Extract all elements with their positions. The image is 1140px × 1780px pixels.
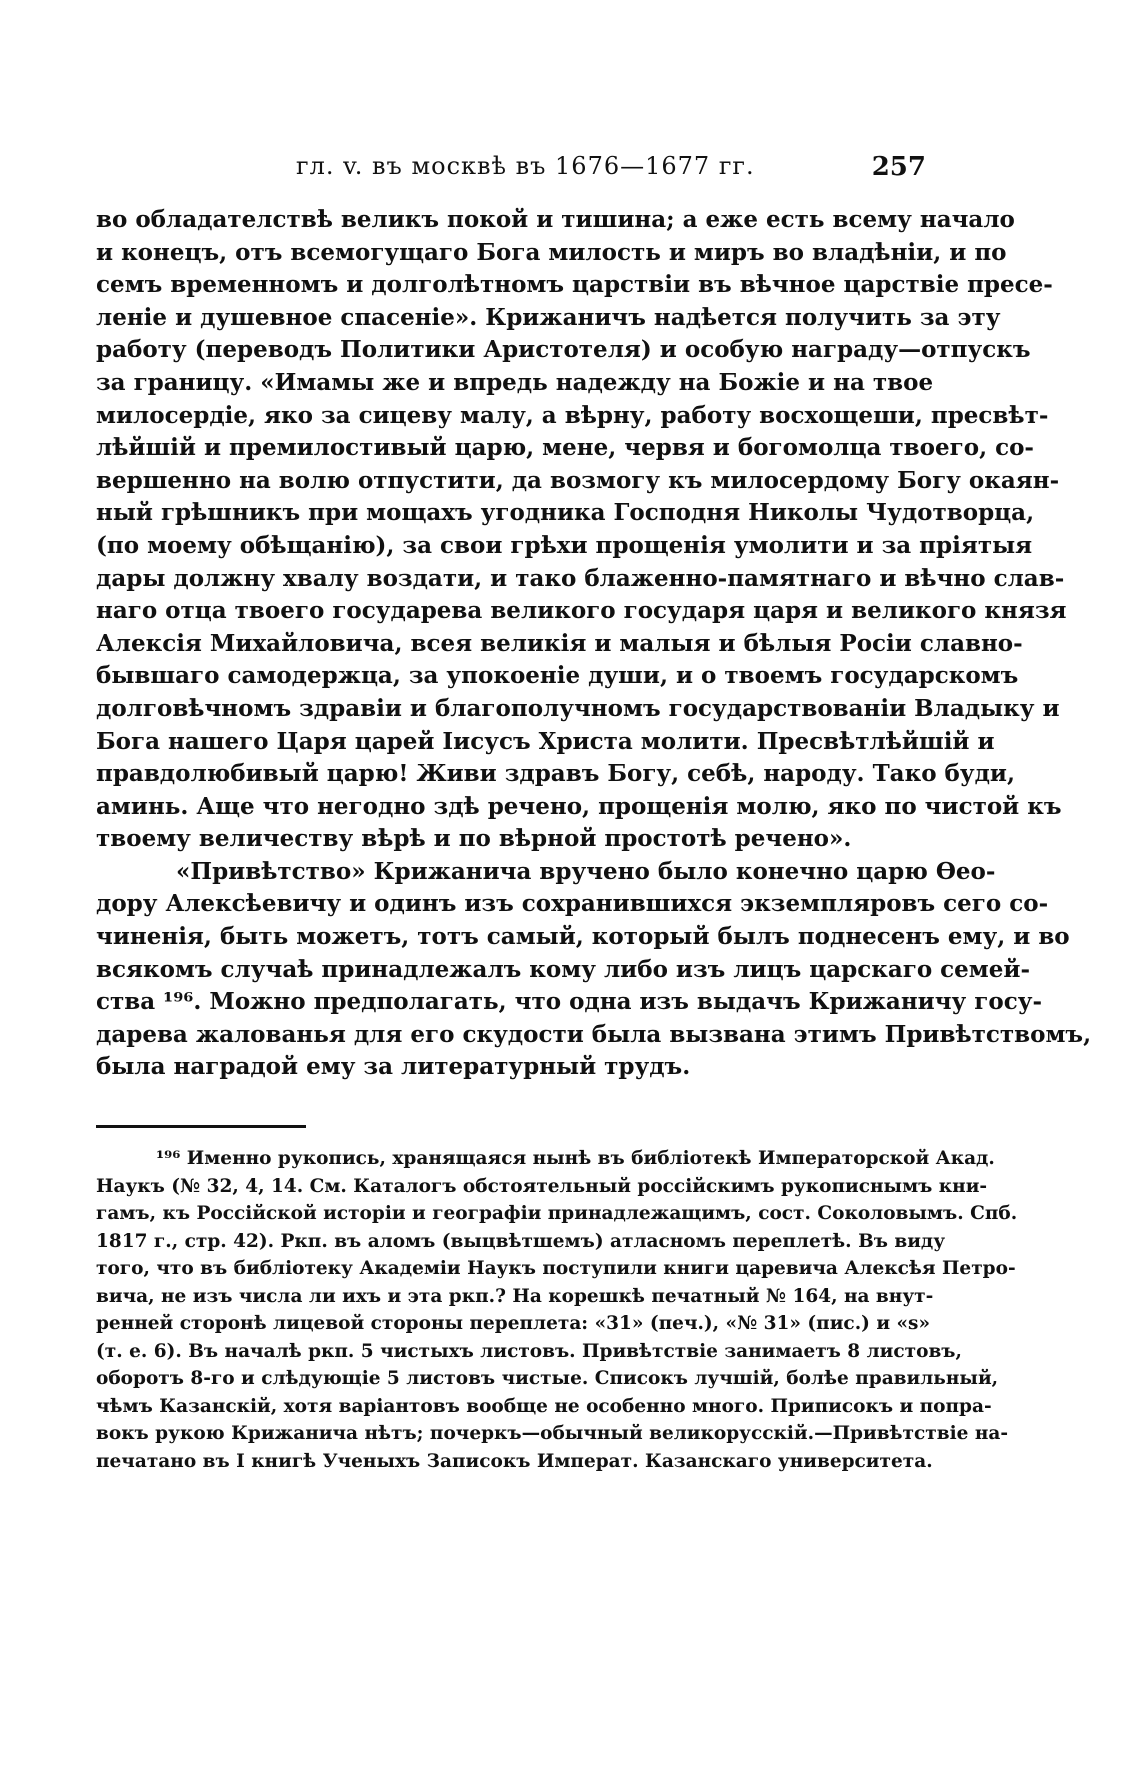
page-number: 257	[871, 152, 926, 182]
body-line: ства ¹⁹⁶. Можно предполагать, что одна изъ выдачъ Крижаничу госу-	[96, 988, 1042, 1016]
body-line: дары должну хвалу воздати, и тако блаженно-памятнаго и вѣчно слав-	[96, 564, 1065, 592]
footnote-line: чѣмъ Казанскій, хотя варіантовъ вообще не особенно много. Приписокъ и попра-	[96, 1395, 992, 1417]
body-line: работу (переводъ Политики Аристотеля) и особую награду—отпускъ	[96, 336, 1031, 364]
body-line: долговѣчномъ здравіи и благополучномъ государствованіи Владыку и	[96, 694, 1060, 722]
body-line: милосердіе, яко за сицеву малу, а вѣрну, работу восхощеши, пресвѣт-	[96, 401, 1049, 429]
body-line: леніе и душевное спасеніе». Крижаничъ надѣется получить за эту	[96, 303, 1001, 331]
body-line: дарева жалованья для его скудости была вызвана этимъ Привѣтствомъ,	[96, 1020, 1092, 1048]
body-line: Алексія Михайловича, всея великія и малыя и бѣлыя Росіи славно-	[96, 629, 1023, 657]
body-line: семъ временномъ и долголѣтномъ царствіи въ вѣчное царствіе пресе-	[96, 271, 1053, 299]
footnote-line: вокъ рукою Крижанича нѣтъ; почеркъ—обычный великорусскій.—Привѣтствіе на-	[96, 1423, 1009, 1444]
body-line: ный грѣшникъ при мощахъ угодника Господня Николы Чудотворца,	[96, 499, 1035, 527]
body-line: во обладателствѣ великъ покой и тишина; а еже есть всему начало	[96, 206, 1015, 233]
footnote-line: того, что въ библіотеку Академіи Наукъ поступили книги царевича Алексѣя Петро-	[96, 1258, 1016, 1279]
footnote-divider	[96, 1125, 306, 1128]
body-line: дору Алексѣевичу и одинъ изъ сохранившихся экземпляровъ сего со-	[96, 890, 1049, 918]
body-line: и конецъ, отъ всемогущаго Бога милость и миръ во владѣніи, и по	[96, 238, 1007, 266]
body-line: (по моему обѣщанію), за свои грѣхи прощенія умолити и за пріятыя	[96, 531, 1033, 559]
footnote-line: Наукъ (№ 32, 4, 14. См. Каталогъ обстоятельный россійскимъ рукописнымъ кни-	[96, 1175, 988, 1197]
footnote-line: ¹⁹⁶ Именно рукопись, хранящаяся нынѣ въ библіотекѣ Императорской Акад.	[156, 1148, 995, 1169]
body-text	[96, 204, 1092, 1084]
footnote-line: (т. е. 6). Въ началѣ ркп. 5 чистыхъ листовъ. Привѣтствіе занимаетъ 8 листовъ,	[96, 1340, 962, 1362]
body-line: аминь. Аще что негодно здѣ речено, прощенія молю, яко по чистой къ	[96, 792, 1062, 820]
body-line: твоему величеству вѣрѣ и по вѣрной простотѣ речено».	[96, 825, 852, 853]
running-head: гл. v. въ москвѣ въ 1676—1677 гг.	[296, 152, 755, 180]
footnote-line: гамъ, къ Россійской исторіи и географіи принадлежащимъ, сост. Соколовымъ. Спб.	[96, 1203, 1018, 1224]
body-line: лѣйшій и премилостивый царю, мене, червя и богомолца твоего, со-	[96, 434, 1034, 462]
footnote-line: 1817 г., стр. 42). Ркп. въ аломъ (выцвѣтшемъ) атласномъ переплетѣ. Въ виду	[96, 1230, 946, 1252]
page-header	[96, 152, 926, 192]
body-line: за границу. «Имамы же и впредь надежду на Божіе и на твое	[96, 368, 934, 396]
footnote-line: печатано въ I книгѣ Ученыхъ Записокъ Императ. Казанскаго университета.	[96, 1450, 933, 1472]
body-line: чиненія, быть можетъ, тотъ самый, который былъ поднесенъ ему, и во	[96, 923, 1070, 951]
body-line: вершенно на волю отпустити, да возмогу къ милосердому Богу окаян-	[96, 466, 1060, 494]
body-line: бывшаго самодержца, за упокоеніе души, и о твоемъ государскомъ	[96, 662, 1019, 690]
body-line: правдолюбивый царю! Живи здравъ Богу, себѣ, народу. Тако буди,	[96, 760, 1016, 788]
body-line: наго отца твоего государева великого государя царя и великого князя	[96, 597, 1067, 625]
footnote-line: вича, не изъ числа ли ихъ и эта ркп.? На корешкѣ печатный № 164, на внут-	[96, 1285, 934, 1307]
body-line: всякомъ случаѣ принадлежалъ кому либо изъ лицъ царскаго семей-	[96, 955, 1031, 983]
body-line: была наградой ему за литературный трудъ.	[96, 1053, 691, 1081]
paragraph-start-line: «Привѣтство» Крижанича вручено было конечно царю Өео-	[176, 857, 996, 885]
body-line: Бога нашего Царя царей Іисусъ Христа молити. Пресвѣтлѣйшій и	[96, 727, 995, 755]
footnotes	[96, 1145, 1018, 1475]
footnote-line: оборотъ 8-го и слѣдующіе 5 листовъ чистые. Списокъ лучшій, болѣе правильный,	[96, 1368, 999, 1389]
footnote-line: ренней сторонѣ лицевой стороны переплета: «31» (печ.), «№ 31» (пис.) и «ѕ»	[96, 1313, 931, 1334]
